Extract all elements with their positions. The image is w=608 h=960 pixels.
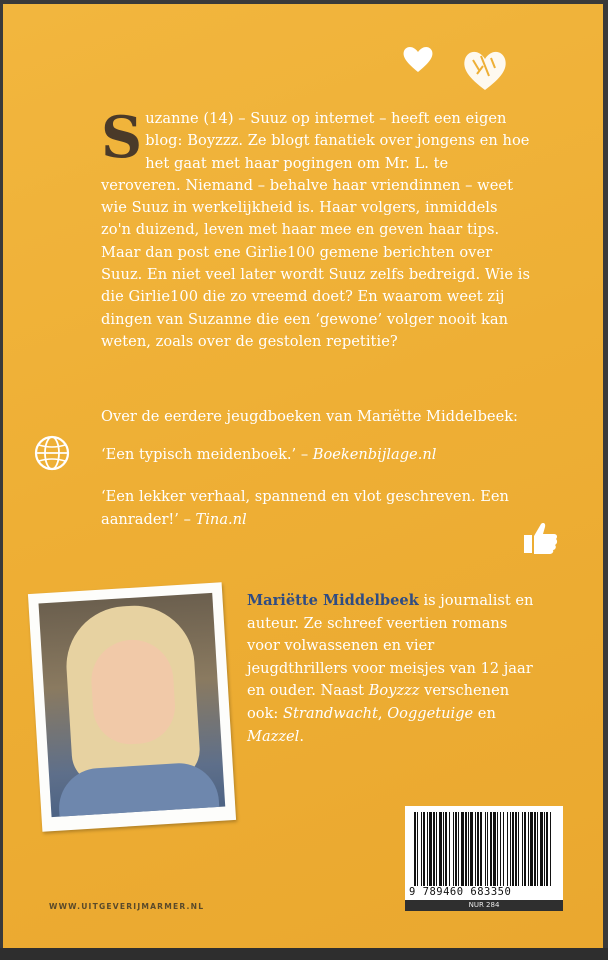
publisher-website: WWW.UITGEVERIJMARMER.NL xyxy=(49,902,205,911)
barcode-digits: 9 789460 683350 xyxy=(409,886,512,898)
book-title-boyzzz: Boyzzz xyxy=(368,682,420,700)
review-1-source: Boekenbijlage.nl xyxy=(312,446,437,463)
heart-icon xyxy=(401,44,435,74)
review-2-text: ‘Een lekker verhaal, spannend en vlot geschreven. Een aanrader!’ – xyxy=(101,488,509,528)
author-photo xyxy=(39,593,226,817)
review-2-source: Tina.nl xyxy=(195,510,247,528)
author-photo-frame xyxy=(28,582,236,831)
author-name: Mariëtte Middelbeek xyxy=(247,592,419,609)
isbn-barcode xyxy=(405,806,563,910)
book-title-ooggetuige: Ooggetuige xyxy=(387,704,474,722)
review-quote-1 xyxy=(101,444,541,466)
review-quote-2 xyxy=(101,486,541,531)
nur-code: NUR 284 xyxy=(405,900,563,911)
book-title-strandwacht: Strandwacht xyxy=(282,704,378,722)
thumbs-up-icon xyxy=(521,520,559,556)
reviews-intro: Over de eerdere jeugdboeken van Mariëtte Middelbeek: xyxy=(101,408,518,425)
barcode-bars xyxy=(413,812,555,886)
author-bio: Mariëtte Middelbeek is journalist en auteur. Ze schreef veertien romans voor volwassenen en vier jeugdthrillers voor meisjes van 12 jaar en ouder. Naast Boyzzz verschenen ook: Strandwacht, Ooggetuige en Mazzel. xyxy=(247,592,534,745)
book-blurb xyxy=(101,104,531,353)
globe-icon xyxy=(33,434,71,472)
review-1-text: ‘Een typisch meidenboek.’ – xyxy=(101,446,313,463)
drop-cap-letter: S xyxy=(101,104,143,171)
heart-sketch-icon xyxy=(459,46,511,94)
blurb-text: uzanne (14) – Suuz op internet – heeft een eigen blog: Boyzzz. Ze blogt fanatiek over jongens en hoe het gaat met haar pogingen om Mr. L. te veroveren. Niemand – behalve haar vriendinnen – weet wie Suuz in werkelijkheid is. Haar volgers, inmiddels zo'n duizend, leven met haar mee en geven haar tips. Maar dan post ene Girlie100 gemene berichten over Suuz. En niet veel later wordt Suuz zelfs bedreigd. Wie is die Girlie100 die zo vreemd doet? En waarom weet zij dingen van Suzanne die een ‘gewone’ volger nooit kan weten, zoals over de gestolen repetitie? xyxy=(101,110,531,350)
book-back-cover xyxy=(3,4,603,948)
book-title-mazzel: Mazzel xyxy=(247,727,300,745)
cover-bottom-edge xyxy=(0,948,608,960)
